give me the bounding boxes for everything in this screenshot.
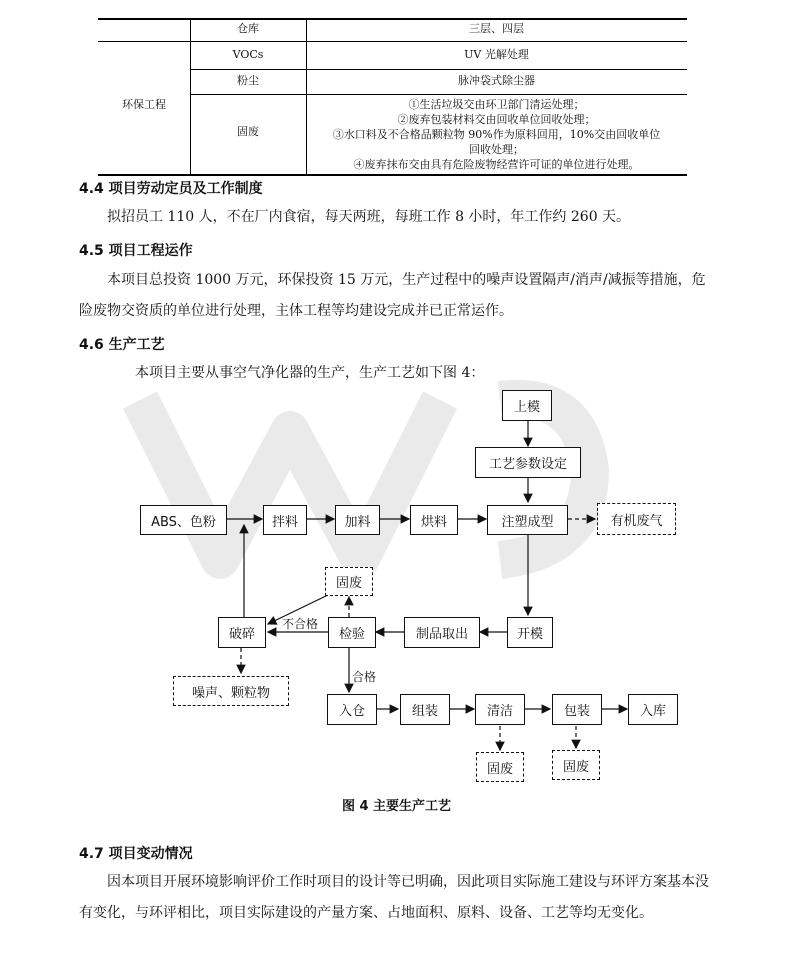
flow-organic-gas: 有机废气 bbox=[597, 503, 676, 535]
flow-clean: 清洁 bbox=[475, 694, 525, 725]
solid-line-3: ③水口料及不合格品颗粒物 90%作为原料回用，10%交由回收单位 bbox=[332, 128, 661, 141]
flow-storage: 入库 bbox=[628, 694, 678, 725]
flow-warehouse-in: 入仓 bbox=[327, 694, 377, 725]
section-4-7-title: 4.7 项目变动情况 bbox=[79, 846, 193, 862]
section-4-7-text: 因本项目开展环境影响评价工作时项目的设计等已明确，因此项目实际施工建设与环评方案基本没有变化，与环评相比，项目实际建设的产量方案、占地面积、原料、设备、工艺等均无变化。 bbox=[79, 874, 709, 921]
flow-dry: 烘料 bbox=[410, 505, 458, 535]
section-4-6-text: 本项目主要从事空气净化器的生产，生产工艺如下图 4： bbox=[135, 365, 485, 381]
env-group-label: 环保工程 bbox=[122, 98, 166, 111]
figure-caption: 图 4 主要生产工艺 bbox=[341, 799, 452, 814]
flow-injection-molding: 注塑成型 bbox=[487, 505, 568, 535]
dust-content: 脉冲袋式除尘器 bbox=[458, 74, 535, 87]
section-4-6-title: 4.6 生产工艺 bbox=[79, 337, 165, 353]
flow-noise-particles: 噪声、颗粒物 bbox=[173, 676, 289, 706]
dust-item: 粉尘 bbox=[237, 74, 259, 87]
flow-inspect: 检验 bbox=[328, 617, 376, 648]
flow-abs-pigment: ABS、色粉 bbox=[140, 505, 227, 535]
flow-param-setting: 工艺参数设定 bbox=[475, 447, 581, 478]
vocs-item: VOCs bbox=[232, 48, 264, 61]
flow-pack: 包装 bbox=[552, 694, 602, 725]
section-4-5-title: 4.5 项目工程运作 bbox=[79, 243, 193, 259]
section-4-4-title: 4.4 项目劳动定员及工作制度 bbox=[79, 181, 263, 197]
flow-assemble: 组装 bbox=[400, 694, 450, 725]
flow-feed: 加料 bbox=[335, 505, 380, 535]
flow-crush: 破碎 bbox=[218, 617, 266, 648]
solid-line-4: 回收处理； bbox=[469, 143, 524, 156]
flow-mix: 拌料 bbox=[263, 505, 307, 535]
section-4-4-text: 拟招员工 110 人，不在厂内食宿，每天两班，每班工作 8 小时，年工作约 260 天。 bbox=[107, 209, 631, 225]
section-4-5-text: 本项目总投资 1000 万元，环保投资 15 万元，生产过程中的噪声设置隔声/消声/减振等措施，危险废物交资质的单位进行处理，主体工程等均建设完成并已正常运作。 bbox=[79, 272, 706, 319]
flow-solid-waste-pack: 固废 bbox=[552, 750, 600, 780]
flow-mold-open: 开模 bbox=[507, 617, 553, 648]
storage-item: 仓库 bbox=[237, 22, 259, 35]
storage-content: 三层、四层 bbox=[469, 22, 524, 35]
solid-line-2: ②废弃包装材料交由回收单位回收处理； bbox=[397, 113, 596, 126]
flow-take-out: 制品取出 bbox=[404, 617, 480, 648]
vocs-content: UV 光解处理 bbox=[464, 48, 529, 61]
flow-solid-waste-clean: 固废 bbox=[476, 752, 524, 782]
flow-label-qualified: 合格 bbox=[352, 670, 377, 684]
flow-mold-on: 上模 bbox=[502, 390, 552, 421]
solid-line-1: ①生活垃圾交由环卫部门清运处理； bbox=[408, 98, 585, 111]
flow-solid-waste-top: 固废 bbox=[325, 567, 373, 596]
solid-item: 固废 bbox=[237, 125, 259, 138]
flow-label-unqualified: 不合格 bbox=[282, 617, 319, 631]
solid-line-5: ④废弃抹布交由具有危险废物经营许可证的单位进行处理。 bbox=[353, 158, 640, 171]
